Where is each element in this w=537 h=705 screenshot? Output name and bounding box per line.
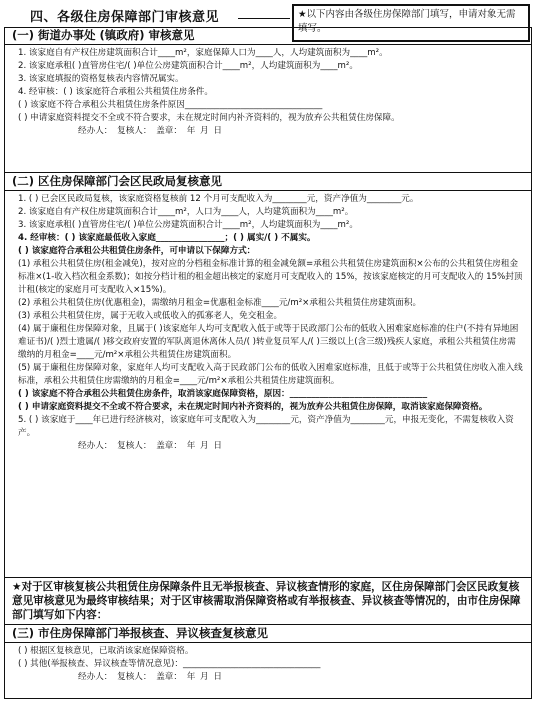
section-body: [4, 45, 532, 138]
line-incomplete: ( ) 申请家庭资料提交不全或不符合要求，未在规定时间内补齐资料的，视为放弃公共租赁住房保障，取消该家庭保障资格。: [18, 402, 488, 412]
option-low-rent-b: (5) 属于廉租住房保障对象，家庭年人均可支配收入高于民政部门公布的低收入困难家庭标准，且低于或等于公共租赁住房收入准入线标准，承租公共租赁住房需缴纳的月租金=____元/m²×承租公共租赁住房建筑面积。: [18, 363, 523, 386]
line-own-housing: 2. 该家庭自有产权住房建筑面积合计____m²，人口为____人，人均建筑面积为____m²。: [18, 207, 354, 217]
section-body: [4, 191, 532, 453]
line-review-result: 4. 经审核：( ) 该家庭最低收入家庭________________；( ) 属实/( ) 不属实。: [18, 233, 316, 243]
line-cancelled: ( ) 根据区复核意见，已取消该家庭保障资格。: [18, 646, 194, 656]
section-title: (二) 区住房保障部门会区民政局复核意见: [4, 172, 532, 191]
line-truthful: 3. 该家庭填报的资格复核表内容情况属实。: [18, 74, 184, 84]
signature-line: 经办人： 复核人： 盖章： 年 月 日: [78, 126, 222, 136]
line-not-eligible: ( ) 该家庭不符合承租公共租赁住房条件原因________________________________: [18, 100, 323, 110]
line-rented-housing: 3. 该家庭承租( )直管房住宅/( )单位公房建筑面积合计____m²，人均建筑面积为____m²。: [18, 220, 358, 230]
option-low-rent-a: (4) 属于廉租住房保障对象，且属于( )该家庭年人均可支配收入低于或等于民政部门公布的低收入困难家庭标准的住户(不持有异地困难证书)/( )烈士遗属/( )移交政府安置的军队离退休离休人员/( )转业复员军人/( )三级以上(含三级)残疾人家庭，承租公共租赁住房需缴纳的月租金=____元/m²×承租公共租赁住房建筑面积。: [18, 324, 519, 360]
final-result-notice-box: [4, 577, 532, 625]
line-prior-check: 5. ( ) 该家庭于____年已进行经济核对，该家庭年可支配收入为________元，资产净值为________元，申报无变化，不需复核收入资产。: [18, 415, 514, 438]
option-rent-reduction: (1) 承租公共租赁住房(租金减免)，按对应的分档租金标准计算的租金减免额=承租公共租赁住房建筑面积×公布的公共租赁住房租金标准×(1-收入档次租金系数)；如按分档计租的租金超出核定的家庭月可支配收入的 15%，按该家庭核定的月可支配收入的 15%封顶计租(核定的家庭月可支配收入×15%)。: [18, 259, 523, 295]
section-title: (三) 市住房保障部门举报核查、异议核查复核意见: [4, 625, 532, 643]
line-incomplete: ( ) 申请家庭资料提交不全或不符合要求，未在规定时间内补齐资料的，视为放弃公共租赁住房保障。: [18, 113, 400, 123]
instruction-note: ★以下内容由各级住房保障部门填写，申请对象无需填写。: [292, 4, 530, 42]
section-city-review: [4, 625, 532, 684]
section-street-office: [4, 27, 532, 138]
signature-line: 经办人： 复核人： 盖章： 年 月 日: [78, 441, 222, 451]
section-district-review: [4, 172, 532, 453]
line-income: 1. ( ) 已会区民政局复核，该家庭资格复核前 12 个月可支配收入为________元，资产净值为________元。: [18, 194, 419, 204]
page-title: 四、各级住房保障部门审核意见: [30, 10, 220, 25]
line-own-housing: 1. 该家庭自有产权住房建筑面积合计____m²，家庭保障人口为____人，人均建筑面积为____m²。: [18, 48, 388, 58]
final-result-notice: ★对于区审核复核公共租赁住房保障条件且无举报核查、异议核查情形的家庭，区住房保障部门会区民政复核意见审核意见为最终审核结果；对于区审核需取消保障资格或有举报核查、异议核查等情况的，由市住房保障部门填写如下内容：: [4, 577, 532, 625]
section-title: (一) 街道办事处 (镇政府) 审核意见: [4, 27, 532, 45]
option-free-rent: (3) 承租公共租赁住房，属于无收入或低收入的孤寡老人，免交租金。: [18, 311, 283, 321]
line-eligible: ( ) 该家庭符合承租公共租赁住房条件，可申请以下保障方式：: [18, 246, 256, 256]
line-rented-housing: 2. 该家庭承租( )直管房住宅/( )单位公房建筑面积合计____m²，人均建筑面积为____m²。: [18, 61, 358, 71]
section-body: [4, 643, 532, 684]
signature-line: 经办人： 复核人： 盖章： 年 月 日: [78, 672, 222, 682]
line-eligible: 4. 经审核：( ) 该家庭符合承租公共租赁住房条件。: [18, 87, 213, 97]
line-other: ( ) 其他(举报核查、异议核查等情况意见)：________________________________: [18, 659, 321, 669]
option-preferential-rent: (2) 承租公共租赁住房(优惠租金)，需缴纳月租金=优惠租金标准____元/m²×承租公共租赁住房建筑面积。: [18, 298, 422, 308]
line-not-eligible: ( ) 该家庭不符合承租公共租赁住房条件，取消该家庭保障资格，原因：________________________________: [18, 389, 428, 399]
title-underline: [238, 18, 290, 19]
